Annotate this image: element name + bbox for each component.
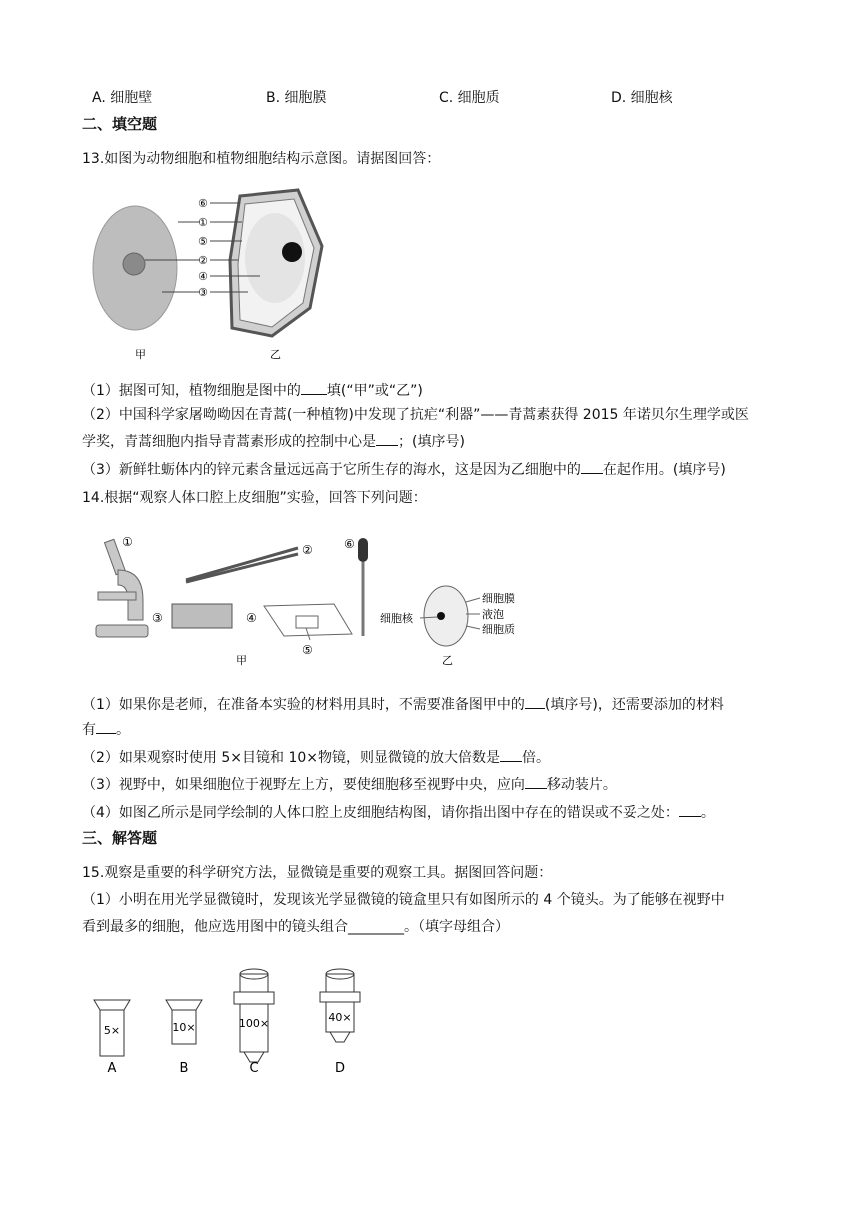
q14-part4: （4）如图乙所示是同学绘制的人体口腔上皮细胞结构图，请你指出图中存在的错误或不妥之处： 。 — [82, 802, 715, 823]
cell-label-cytoplasm: 细胞质 — [482, 623, 515, 636]
lens-b-letter: B — [179, 1061, 189, 1076]
tweezers-figure — [186, 548, 298, 582]
q13-stem: 13.如图为动物细胞和植物细胞结构示意图。请据图回答： — [82, 151, 441, 167]
caption-yi: 乙 — [442, 654, 453, 667]
q13-cell-diagram — [90, 188, 340, 363]
label-2: ② — [198, 254, 208, 267]
plant-nucleus — [282, 242, 302, 262]
q15-lens-diagram — [86, 966, 376, 1078]
q15-part1-line2: 看到最多的细胞，他应选用图中的镜头组合________。（填字母组合） — [82, 919, 509, 935]
label-4: ④ — [198, 270, 208, 283]
lens-c — [234, 969, 274, 1062]
caption-yi: 乙 — [270, 348, 281, 361]
q14-part1-line1: （1）如果你是老师，在准备本实验的材料用具时，不需要准备图甲中的 (填序号)，还需要添加的材料 — [82, 694, 724, 715]
cell-label-membrane: 细胞膜 — [482, 592, 515, 605]
option-c: C. 细胞质 — [439, 90, 500, 106]
tool-label-6: ⑥ — [344, 537, 355, 551]
option-d: D. 细胞核 — [611, 90, 673, 106]
option-b: B. 细胞膜 — [266, 90, 327, 106]
lens-d — [320, 969, 360, 1042]
caption-jia: 甲 — [135, 348, 146, 361]
lens-c-letter: C — [249, 1061, 259, 1076]
tool-label-1: ① — [122, 535, 133, 549]
animal-nucleus — [123, 253, 145, 275]
label-1: ① — [198, 216, 208, 229]
cell-label-vacuole: 液泡 — [482, 608, 504, 621]
oral-cell-nucleus — [437, 612, 445, 620]
cell-label-nucleus: 细胞核 — [380, 612, 413, 625]
lens-a-mag: 5× — [103, 1024, 121, 1037]
lens-b-mag: 10× — [172, 1021, 196, 1034]
tool-label-4: ④ — [246, 611, 257, 625]
tool-label-2: ② — [302, 543, 313, 557]
q15-stem: 15.观察是重要的科学研究方法，显微镜是重要的观察工具。据图回答问题： — [82, 865, 553, 881]
caption-jia: 甲 — [236, 654, 247, 667]
q15-part1-line1: （1）小明在用光学显微镜时，发现该光学显微镜的镜盒里只有如图所示的 4 个镜头。为了能够在视野中 — [82, 892, 725, 908]
tool-label-5: ⑤ — [302, 643, 313, 657]
q14-stem: 14.根据“观察人体口腔上皮细胞”实验，回答下列问题： — [82, 490, 427, 506]
q14-part2: （2）如果观察时使用 5×目镜和 10×物镜，则显微镜的放大倍数是 倍。 — [82, 747, 550, 768]
section-heading-answer: 三、解答题 — [82, 829, 158, 847]
lens-c-mag: 100× — [238, 1017, 270, 1030]
microscope-figure — [96, 539, 148, 637]
dropper-figure — [358, 538, 368, 636]
lens-d-letter: D — [334, 1061, 346, 1076]
label-6: ⑥ — [198, 197, 208, 210]
q13-part3: （3）新鲜牡蛎体内的锌元素含量远远高于它所生存的海水，这是因为乙细胞中的 在起作用。(填序号) — [82, 459, 726, 480]
q13-part2-line1: （2）中国科学家屠呦呦因在青蒿(一种植物)中发现了抗疟“利器”——青蒿素获得 2015 年诺贝尔生理学或医 — [82, 407, 749, 423]
glass-slide-figure — [264, 604, 352, 636]
lens-d-mag: 40× — [328, 1011, 352, 1024]
cover-slip-figure — [296, 616, 318, 628]
q13-part2-line2: 学奖，青蒿细胞内指导青蒿素形成的控制中心是 ；(填序号) — [82, 431, 465, 452]
label-5: ⑤ — [198, 235, 208, 248]
tool-label-3: ③ — [152, 611, 163, 625]
oral-cell-figure — [424, 586, 468, 646]
section-heading-fill: 二、填空题 — [82, 115, 158, 133]
q14-part1-line2: 有 。 — [82, 719, 130, 740]
option-a: A. 细胞壁 — [92, 90, 153, 106]
razor-blade-figure — [172, 604, 232, 628]
q14-tools-diagram — [88, 530, 528, 670]
label-3: ③ — [198, 286, 208, 299]
q13-part1: （1）据图可知，植物细胞是图中的 填(“甲”或“乙”) — [82, 380, 423, 401]
q14-part3: （3）视野中，如果细胞位于视野左上方，要使细胞移至视野中央，应向 移动装片。 — [82, 774, 617, 795]
lens-a-letter: A — [107, 1061, 117, 1076]
